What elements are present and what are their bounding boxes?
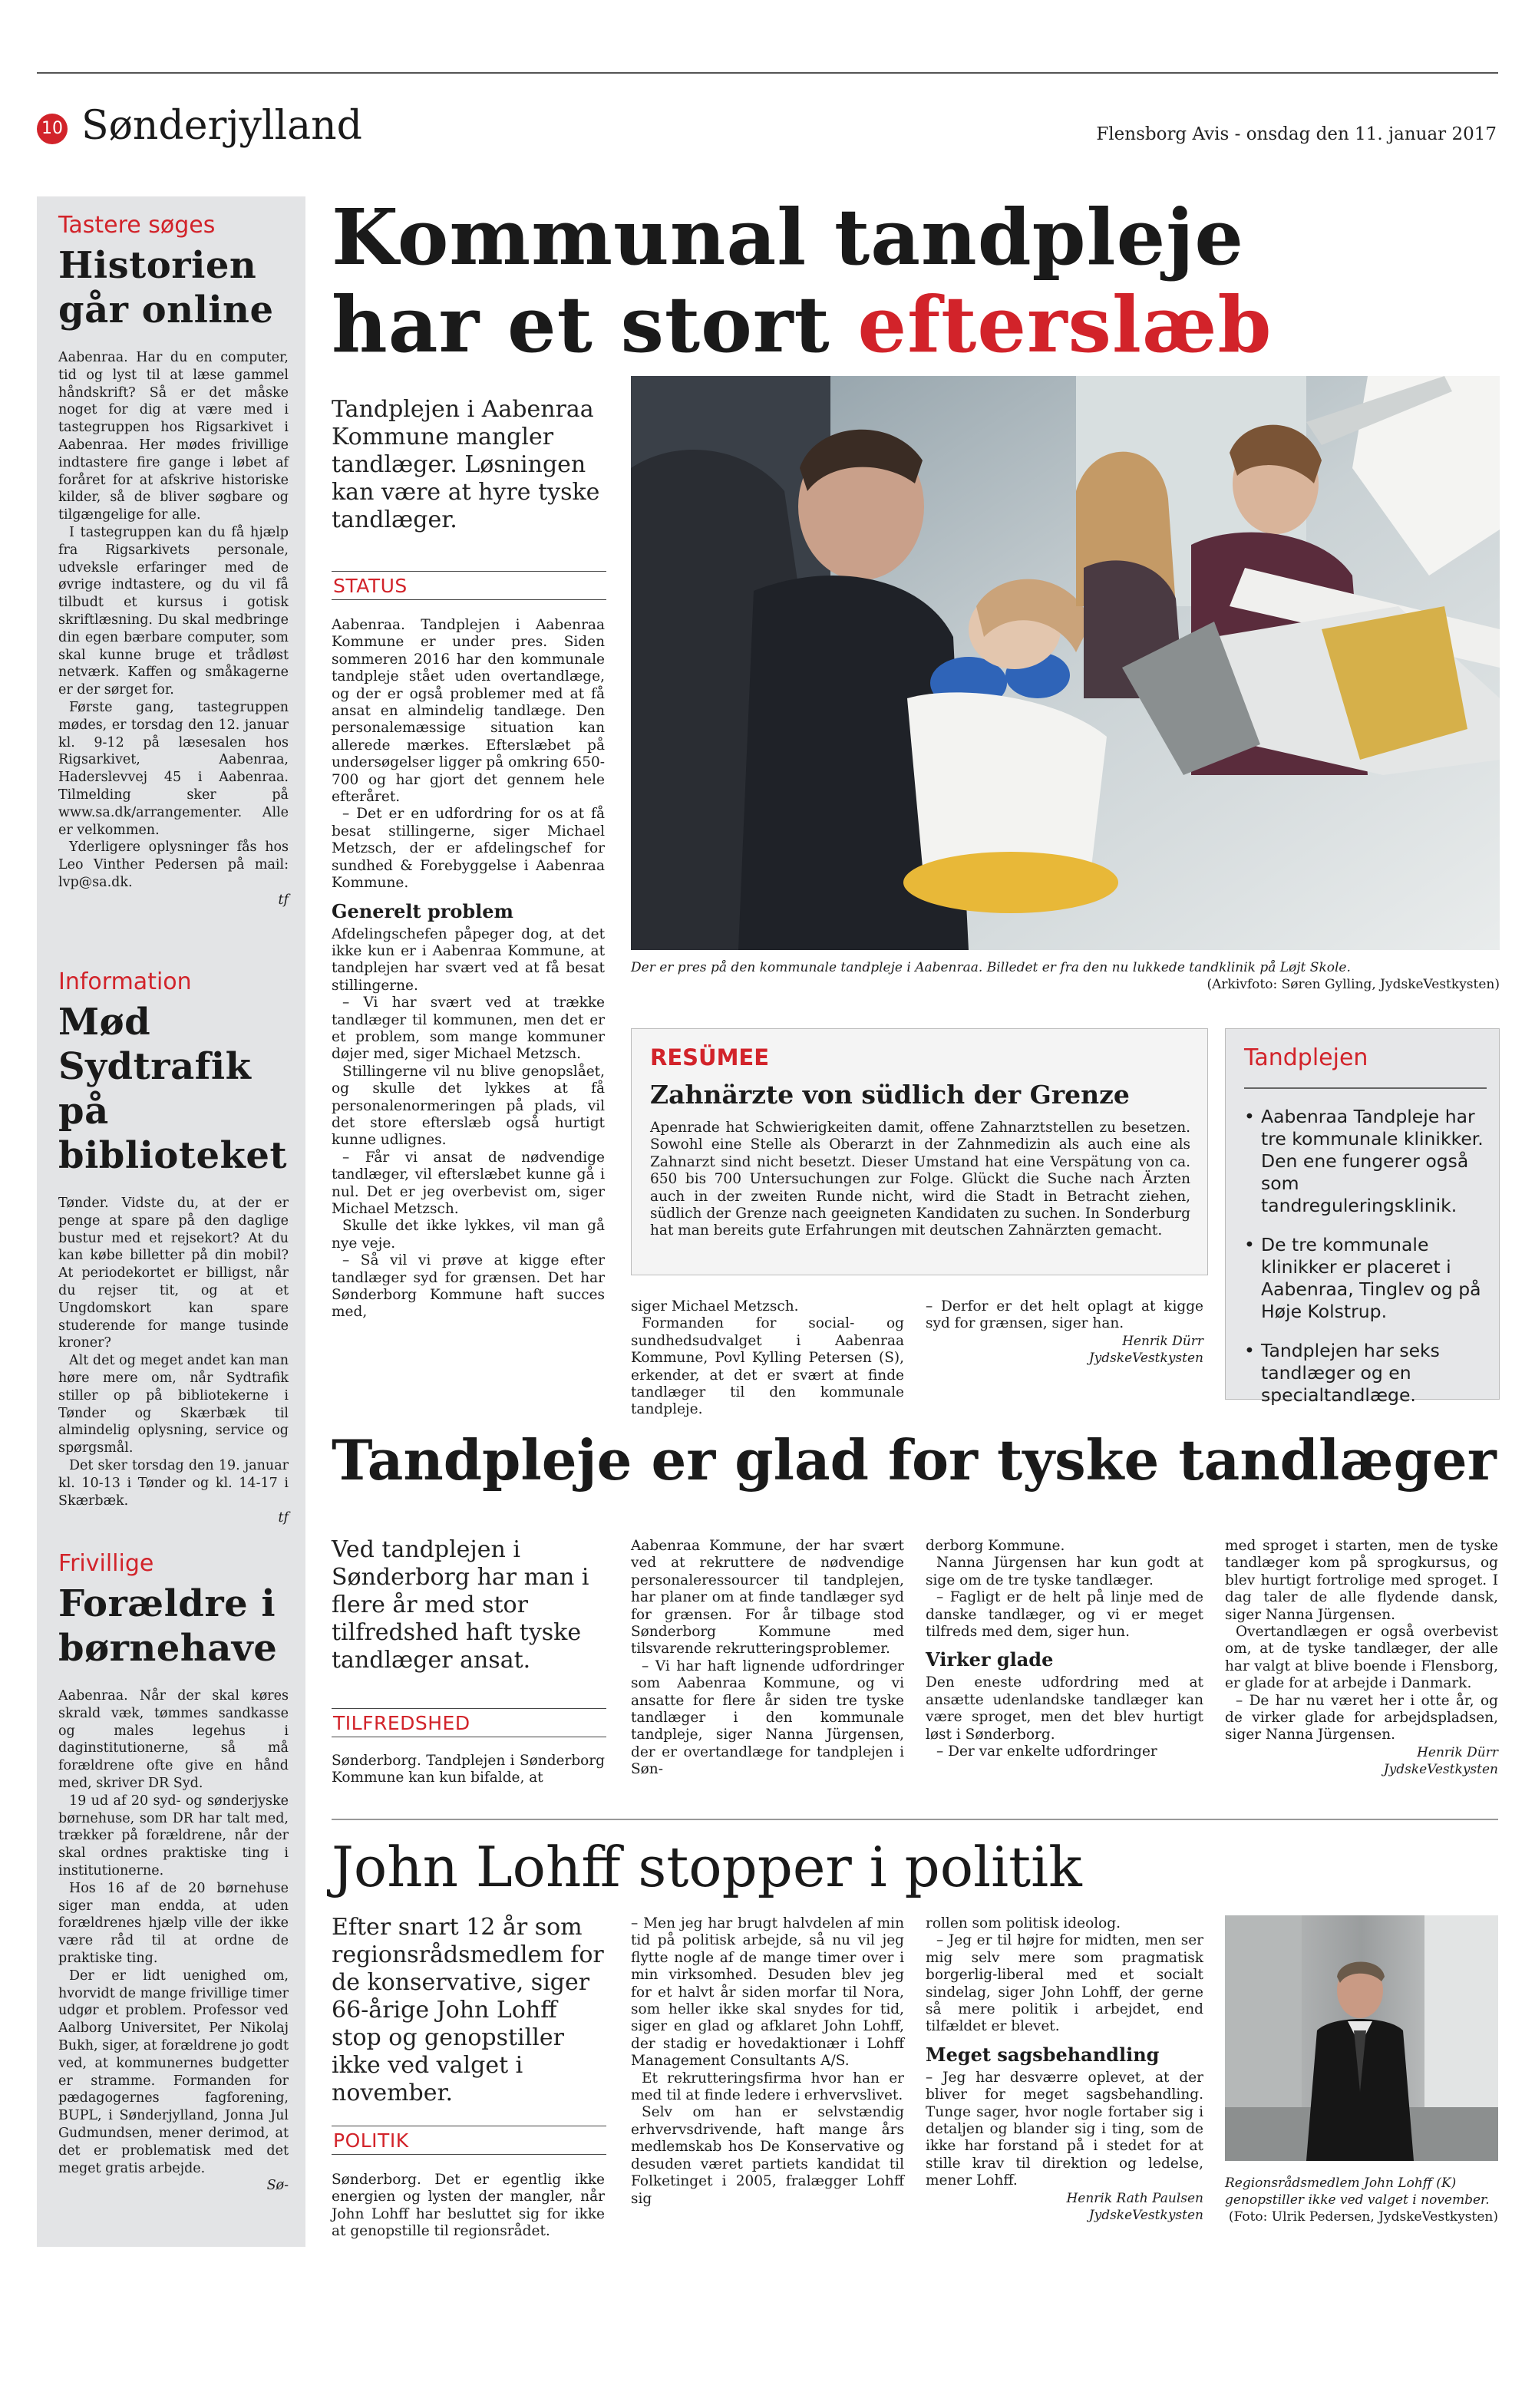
header-rule (37, 72, 1498, 74)
factbox-list (1244, 1106, 1488, 1423)
factbox-item: • Aabenraa Tandpleje har tre kommunale klinikker. Den ene fungerer også som tandreguleringsklinik. (1244, 1106, 1488, 1217)
paragraph: Selv om han er selvstændig erhvervsdrivende, haft mange års medlemskab hos De Konservative og desuden været partiets kandidat til Folketinget i 2005, fralægger Lohff sig (631, 2104, 904, 2207)
factbox-title: Tandplejen (1244, 1044, 1368, 1071)
paragraph: Skulle det ikke lykkes, vil man gå nye veje. (332, 1218, 605, 1252)
paragraph: – Der var enkelte udfordringer (936, 1743, 1157, 1760)
signature: tf (278, 1510, 289, 1526)
signature: tf (278, 892, 289, 908)
article1-lead: Tandplejen i Aabenraa Kommune mangler tandlæger. Løsningen kan være at hyre tyske tandlæger. (332, 396, 600, 533)
article2-col1 (332, 1753, 605, 1787)
sidebar-title: Historien går online (58, 244, 274, 332)
signature: Sø- (266, 2178, 289, 2194)
dateline: Flensborg Avis - onsdag den 11. januar 2017 (1096, 124, 1497, 144)
paragraph: – Jeg har desværre oplevet, at der bliver for meget sagsbehandling. Tunge sager, hvor nogle fortaber sig i detaljen og blander sig i ting, som de ikke har forstand på i stedet for at stille krav til direktion og ledelse, mener Lohff. (926, 2069, 1203, 2189)
resume-title: Zahnärzte von südlich der Grenze (650, 1080, 1130, 1110)
paragraph: Alt det og meget andet kan man høre mere om, når Sydtrafik stiller op på bibliotekerne i Tønder og Skærbæk til almindelig oplysning, service og spørgsmål. (58, 1353, 289, 1456)
article3-subheading: Meget sagsbehandling (926, 2043, 1160, 2066)
byline-author: Henrik Dürr (1122, 1333, 1203, 1349)
paragraph: Sønderborg. Tandplejen i Sønderborg Kommune kan kun bifalde, at (332, 1753, 605, 1786)
paragraph: – Derfor er det helt oplagt at kigge syd for grænsen, siger han. (926, 1298, 1203, 1332)
paragraph: – Jeg er til højre for midten, men ser mig selv mere som pragmatisk borgerlig-liberal med et socialt sindelag, siger John Lohff, der gerne så mere politik i arbejdet, end tilfældet er blevet. (926, 1932, 1203, 2035)
paragraph: I tastegruppen kan du få hjælp fra Rigsarkivets personale, udveksle erfaringer med de øvrige indtastere, og du vil få tilbudt et kursus i gotisk skriftlæsning. Du skal medbringe din egen bærbare computer, som skal kunne bruge et trådløst netværk. Kaffen og småkagerne er der sørget for. (58, 524, 289, 698)
paragraph: Aabenraa. Når der skal køres skrald væk, tømmes sandkasse og males legehus i daginstitutionerne, så må forældrene ofte give en hånd med, skriver DR Syd. (58, 1688, 289, 1791)
article3-headline: John Lohff stopper i politik (332, 1835, 1082, 1899)
article2-headline: Tandpleje er glad for tyske tandlæger (332, 1427, 1497, 1493)
headline-line1: Kommunal tandpleje (332, 192, 1244, 282)
headline-line2-text: har et stort (332, 279, 858, 370)
byline-source: JydskeVestkysten (1088, 2207, 1203, 2223)
page-number: 10 (41, 119, 63, 138)
byline-source: JydskeVestkysten (1383, 1761, 1498, 1777)
resume-box (631, 1028, 1208, 1275)
paragraph: Nanna Jürgensen har kun godt at sige om de tre tyske tandlæger. (926, 1555, 1203, 1588)
article3-col2 (631, 1915, 904, 2208)
sidebar-label: Information (58, 968, 192, 995)
article2-col2 (631, 1538, 904, 1779)
paragraph: Det sker torsdag den 19. januar kl. 10-13 i Tønder og kl. 14-17 i Skærbæk. (58, 1457, 289, 1509)
sidebar-title: Forældre i børnehave (58, 1582, 278, 1670)
paragraph: siger Michael Metzsch. (631, 1298, 799, 1315)
paragraph: Sønderborg. Det er egentlig ikke energien og lysten der mangler, når John Lohff har besluttet sig for ikke at genopstille til regionsrådet. (332, 2172, 605, 2240)
factbox (1225, 1028, 1500, 1406)
article3-kicker: POLITIK (332, 2126, 606, 2155)
sidebar-text (58, 1195, 289, 1527)
sidebar-text (58, 349, 289, 909)
paragraph: Aabenraa. Har du en computer, tid og lyst til at læse gammel håndskrift? Så er det måske noget for dig at være med i tastegruppen hos Rigsarkivet i Aabenraa. Her mødes frivillige indtastere fire gange i løbet af foråret for at afskrive historiske kilder, så de bliver søgbare og tilgængelige for alle. (58, 350, 289, 523)
article1-col1 (332, 617, 605, 1321)
headline-line2 (332, 281, 1272, 368)
paragraph: – Fagligt er de helt på linje med de danske tandlæger, og vi er meget tilfreds med dem, siger hun. (926, 1589, 1203, 1641)
resume-label: RESÜMEE (650, 1044, 770, 1070)
paragraph: – Vi har haft lignende udfordringer som Aabenraa Kommune, og vi ansatte for flere år siden tre tyske tandlæger i den kommunale tandpleje, siger Nanna Jürgensen, der er overtandlæge for tandplejen i Søn- (631, 1658, 904, 1778)
paragraph: Tønder. Vidste du, at der er penge at spare på den daglige bustur med et rejsekort? At du kan købe billetter på din mobil? At periodekortet er billigst, når du rejser tit, og at et Ungdomskort kan spare studerende for mange tusinde kroner? (58, 1196, 289, 1351)
paragraph: – De har nu været her i otte år, og de virker glade for arbejdspladsen, siger Nanna Jürgensen. (1225, 1692, 1498, 1743)
article2-col3 (926, 1538, 1203, 1760)
photo-caption: Regionsrådsmedlem John Lohff (K) genopstiller ikke ved valget i november. (1225, 2175, 1490, 2208)
resume-text: Apenrade hat Schwierigkeiten damit, offene Zahnarztstellen zu besetzen. Sowohl eine Stelle als Oberarzt in der Zahnmedizin als auch eine als Zahnarzt sind nicht besetzt. Dieser Umstand hat eine Verspätung von ca. 650 bis 700 Untersuchungen zur Folge. Glückt die Suche nach Ärzten auch in der zweiten Runde nicht, wird die Stadt in Betracht ziehen, südlich der Grenze nach geeigneten Kandidaten zu suchen. In Sonderburg hat man bereits gute Erfahrungen mit deutschen Zahnärzten gemacht. (650, 1120, 1190, 1239)
photo-caption: Der er pres på den kommunale tandpleje i Aabenraa. Billedet er fra den nu lukkede tandklinik på Løjt Skole. (631, 960, 1351, 975)
sidebar-label: Tastere søges (58, 212, 216, 239)
sidebar-block-frivillige (58, 1550, 289, 2195)
article3-rule (332, 1819, 1498, 1820)
article2-kicker: TILFREDSHED (332, 1708, 606, 1737)
paragraph: Yderligere oplysninger fås hos Leo Vinther Pedersen på mail: lvp@sa.dk. (58, 840, 289, 890)
factbox-item: • De tre kommunale klinikker er placeret i Aabenraa, Tinglev og på Høje Kolstrup. (1244, 1234, 1488, 1323)
paragraph: Et rekrutteringsfirma hvor han er med til at finde ledere i erhvervslivet. (631, 2070, 904, 2104)
sidebar-block-information (58, 968, 289, 1527)
sidebar-block-tastere (58, 212, 289, 909)
article3-lead: Efter snart 12 år som regionsrådsmedlem for de konservative, siger 66-årige John Lohff stop og genopstiller ikke ved valget i november. (332, 1914, 604, 2106)
page-number-badge (37, 114, 68, 144)
paragraph: Formanden for social- og sundhedsudvalget i Aabenraa Kommune, Povl Kylling Petersen (S), erkender, at det er svært at finde tandlæger til den kommunale tandpleje. (631, 1315, 904, 1418)
photo-credit: (Foto: Ulrik Pedersen, JydskeVestkysten) (1228, 2209, 1498, 2225)
article3-photo-caption (1225, 2175, 1498, 2225)
byline-source: JydskeVestkysten (1088, 1350, 1203, 1366)
paragraph: – Så vil vi prøve at kigge efter tandlæger syd for grænsen. Det har Sønderborg Kommune haft succes med, (332, 1252, 605, 1321)
paragraph: rollen som politisk ideolog. (926, 1915, 1121, 1931)
article1-col3 (926, 1298, 1203, 1367)
article1-col2 (631, 1298, 904, 1419)
article3-col1 (332, 2172, 605, 2241)
article2-lead: Ved tandplejen i Sønderborg har man i flere år med stor tilfredshed haft tyske tandlæger ansat. (332, 1536, 589, 1674)
article1-subheading: Generelt problem (332, 899, 513, 922)
paragraph: Den eneste udfordring med at ansætte udenlandske tandlæger kan være sproget, men det blev hurtigt løst i Sønderborg. (926, 1674, 1203, 1743)
paragraph: med sproget i starten, men de tyske tandlæger kom på sprogkursus, og blev hurtigt fortrolige med sproget. I dag taler de alle flydende dansk, siger Nanna Jürgensen. (1225, 1538, 1498, 1623)
paragraph: Overtandlægen er også overbevist om, at de tyske tandlæger, der alle har valgt at blive boende i Flensborg, er glade for at arbejde i Danmark. (1225, 1624, 1498, 1692)
byline-author: Henrik Rath Paulsen (1066, 2190, 1203, 2206)
photo-credit: (Arkivfoto: Søren Gylling, JydskeVestkysten) (1207, 977, 1500, 992)
dental-clinic-photo (631, 376, 1500, 950)
paragraph: Aabenraa. Tandplejen i Aabenraa Kommune er under pres. Siden sommeren 2016 har den kommunale tandpleje stået uden overtandlæge, og der er også problemer med at få ansat en almindelig tandlæge. Den personalemæssige situation kan allerede mærkes. Efterslæbet på undersøgelser ligger på omkring 650-700 og har gjort det gennem hele efteråret. (332, 617, 605, 806)
factbox-rule (1244, 1087, 1487, 1089)
paragraph: Afdelingschefen påpeger dog, at det ikke kun er i Aabenraa Kommune, at tandplejen har svært ved at få besat stillingerne. (332, 925, 605, 994)
section-title: Sønderjylland (81, 103, 362, 149)
paragraph: Første gang, tastegruppen mødes, er torsdag den 12. januar kl. 9-12 på læsesalen hos Rigsarkivet, Aabenraa, Haderslevvej 45 i Aabenraa. Tilmelding sker på www.sa.dk/arrangementer. Alle er velkommen. (58, 699, 289, 838)
paragraph: – Får vi ansat de nødvendige tandlæger, vil efterslæbet kunne gå i nul. Det er jeg overbevist om, siger Michael Metzsch. (332, 1149, 605, 1217)
article1-headline (332, 193, 1272, 368)
article1-photo (631, 376, 1500, 950)
paragraph: Stillingerne vil nu blive genopslået, og skulle det lykkes at få personalenormeringen på plads, vil det store efterslæb også hurtigt kunne udlignes. (332, 1063, 605, 1149)
paragraph: Der er lidt uenighed om, hvorvidt de mange frivillige timer udgør et problem. Professor ved Aalborg Universitet, Per Nikolaj Bukh, siger, at forældrene jo godt ved, at kommunernes budgetter er stramme. Formanden for pædagogernes fagforening, BUPL, i Sønderjylland, Jonna Jul Gudmundsen, mener derimod, at det er problematisk med det meget gratis arbejde. (58, 1968, 289, 2176)
sidebar-label: Frivillige (58, 1550, 154, 1577)
sidebar-text (58, 1687, 289, 2195)
paragraph: Aabenraa Kommune, der har svært ved at rekruttere de nødvendige personaleressourcer til tandplejen, har planer om at finde tandlæger syd for grænsen. For år tilbage stod Sønderborg Kommune med tilsvarende rekrutteringsproblemer. (631, 1538, 904, 1658)
article1-kicker: STATUS (332, 571, 606, 600)
paragraph: – Det er en udfordring for os at få besat stillingerne, siger Michael Metzsch, der er afdelingschef for sundhed & Forebyggelse i Aabenraa Kommune. (332, 806, 605, 892)
article2-col4 (1225, 1538, 1498, 1778)
paragraph: Hos 16 af de 20 børnehuse siger man endda, at uden forældrenes hjælp ville der ikke være råd til at ordne de praktiske ting. (58, 1880, 289, 1966)
paragraph: – Vi har svært ved at trække tandlæger til kommunen, men det er et problem, som mange kommuner døjer med, siger Michael Metzsch. (332, 995, 605, 1063)
article1-photo-caption (631, 959, 1500, 993)
portrait-photo (1225, 1915, 1498, 2161)
paragraph: – Men jeg har brugt halvdelen af min tid på politisk arbejde, så nu vil jeg flytte nogle af de mange timer over i min virksomhed. Desuden blev jeg for et halvt år siden morfar til Nora, som heller ikke skal snydes for tid, siger en glad og afklaret John Lohff, der stadig er hovedaktionær i Lohff Management Consultants A/S. (631, 1915, 904, 2070)
factbox-item: • Tandplejen har seks tandlæger og en specialtandlæge. (1244, 1340, 1488, 1407)
paragraph: 19 ud af 20 syd- og sønderjyske børnehuse, som DR har talt med, trækker på forældrene, når der skal ordnes praktiske ting i institutionerne. (58, 1793, 289, 1879)
byline-author: Henrik Dürr (1417, 1744, 1498, 1760)
article3-photo (1225, 1915, 1498, 2161)
paragraph: derborg Kommune. (926, 1538, 1065, 1554)
headline-highlight: efterslæb (857, 279, 1273, 370)
sidebar-title: Mød Sydtrafik på biblioteket (58, 1001, 288, 1177)
article2-subheading: Virker glade (926, 1648, 1054, 1671)
article3-col3 (926, 1915, 1203, 2224)
